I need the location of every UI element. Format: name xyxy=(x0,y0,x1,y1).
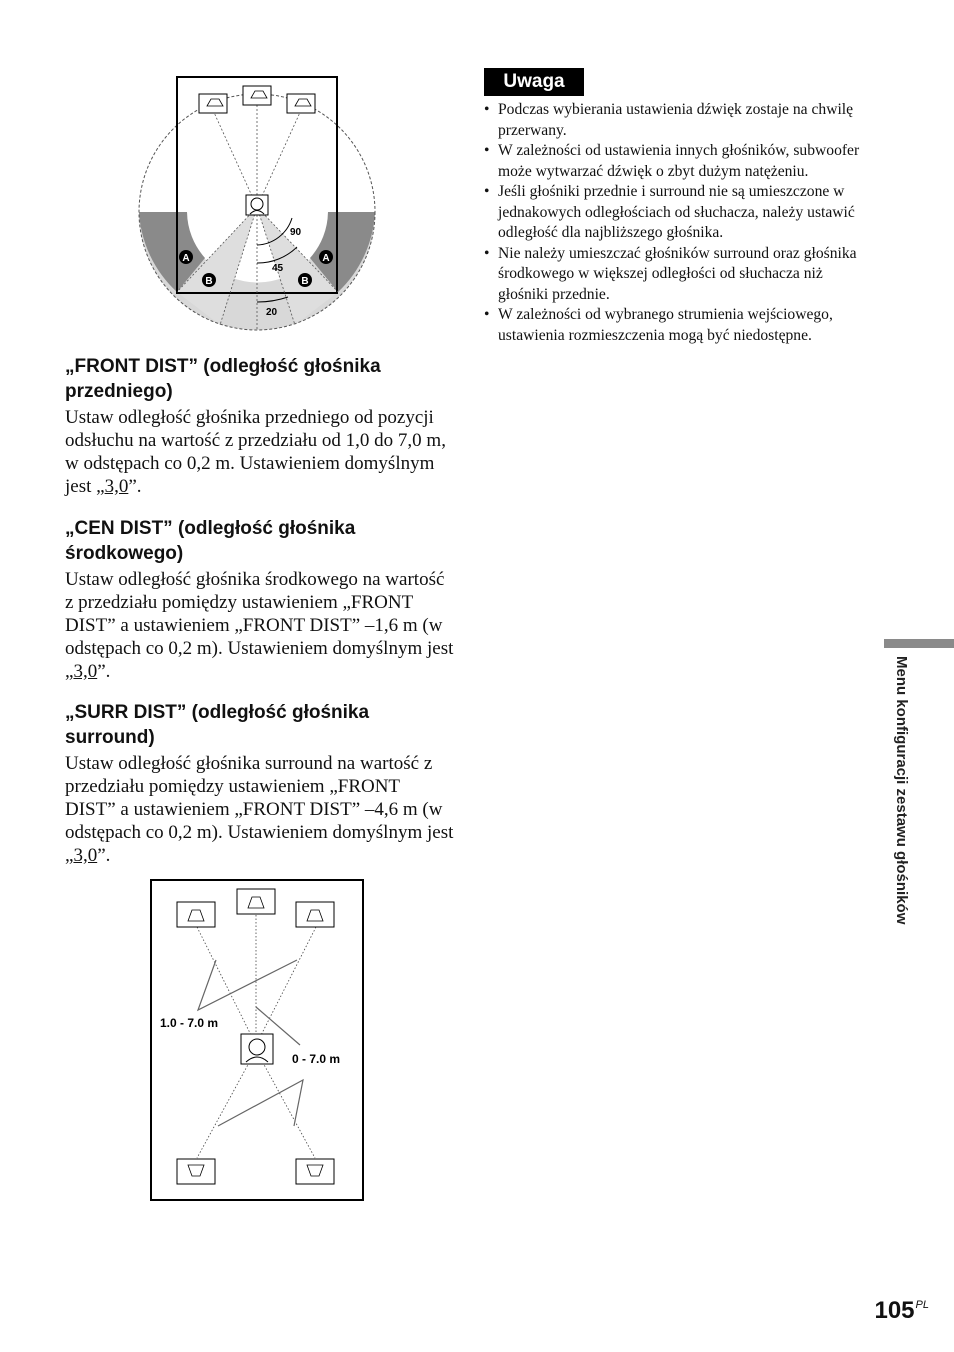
angle-label-20: 20 xyxy=(266,307,278,318)
section-front-dist xyxy=(65,354,455,498)
section-title: „SURR DIST” (odległość głośnika surround) xyxy=(65,702,370,748)
angle-label-90: 90 xyxy=(290,227,302,238)
default-value: 3,0 xyxy=(73,845,98,866)
note-item: • Podczas wybierania ustawienia dźwięk zostaje na chwilę przerwany. xyxy=(484,100,874,141)
svg-text:A: A xyxy=(322,253,330,264)
section-body: Ustaw odległość głośnika środkowego na wartość z przedziału pomiędzy ustawieniem „FRONT DIST” a ustawieniem „FRONT DIST” –1,6 m (w odstępach co 0,2 m). Ustawieniem domyślnym jest „3,0”. xyxy=(65,569,454,682)
surround-distance-label: 0 - 7.0 m xyxy=(292,1052,341,1066)
svg-text:B: B xyxy=(205,276,213,287)
default-value: 3,0 xyxy=(73,661,98,682)
note-list xyxy=(484,100,874,346)
speaker-distance-diagram xyxy=(150,879,365,1202)
note-item: • W zależności od ustawienia innych głośników, subwoofer może wytwarzać dźwięk o zbyt dużym natężeniu. xyxy=(484,141,874,182)
front-distance-label: 1.0 - 7.0 m xyxy=(160,1016,219,1030)
zone-marker-b-right xyxy=(298,273,312,287)
chapter-tab-marker xyxy=(884,639,954,648)
default-value: 3,0 xyxy=(104,476,129,497)
page-number: $105^{PL}$ xyxy=(874,1297,929,1324)
section-surr-dist xyxy=(65,700,455,867)
page-language-suffix: PL xyxy=(915,1299,929,1311)
chapter-side-label: Menu konfiguracji zestawu głośników xyxy=(893,656,910,925)
note-heading: Uwaga xyxy=(484,68,584,96)
zone-marker-a-right xyxy=(319,250,333,264)
section-cen-dist xyxy=(65,516,455,683)
svg-text:B: B xyxy=(301,276,309,287)
note-item: • Nie należy umieszczać głośników surround oraz głośnika środkowego w większej odległości od słuchacza niż głośniki przednie. xyxy=(484,244,874,306)
angle-label-45: 45 xyxy=(272,263,284,274)
note-item: • Jeśli głośniki przednie i surround nie są umieszczone w jednakowych odległościach od słuchacza, należy ustawić odległość dla najbliższego głośnika. xyxy=(484,182,874,244)
section-body: Ustaw odległość głośnika przedniego od pozycji odsłuchu na wartość z przedziału od 1,0 do 7,0 m, w odstępach co 0,2 m. Ustawieniem domyślnym jest „3,0”. xyxy=(65,407,446,497)
zone-marker-a-left xyxy=(179,250,193,264)
section-title: „CEN DIST” (odległość głośnika środkowego) xyxy=(65,518,356,564)
zone-marker-b-left xyxy=(202,273,216,287)
svg-text:A: A xyxy=(182,253,190,264)
speaker-angle-diagram xyxy=(135,70,385,335)
note-item: • W zależności od wybranego strumienia wejściowego, ustawienia rozmieszczenia mogą być niedostępne. xyxy=(484,305,874,346)
section-body: Ustaw odległość głośnika surround na wartość z przedziału pomiędzy ustawieniem „FRONT DIST” a ustawieniem „FRONT DIST” –4,6 m (w odstępach co 0,2 m). Ustawieniem domyślnym jest „3,0”. xyxy=(65,753,454,866)
section-title: „FRONT DIST” (odległość głośnika przedniego) xyxy=(65,356,381,402)
